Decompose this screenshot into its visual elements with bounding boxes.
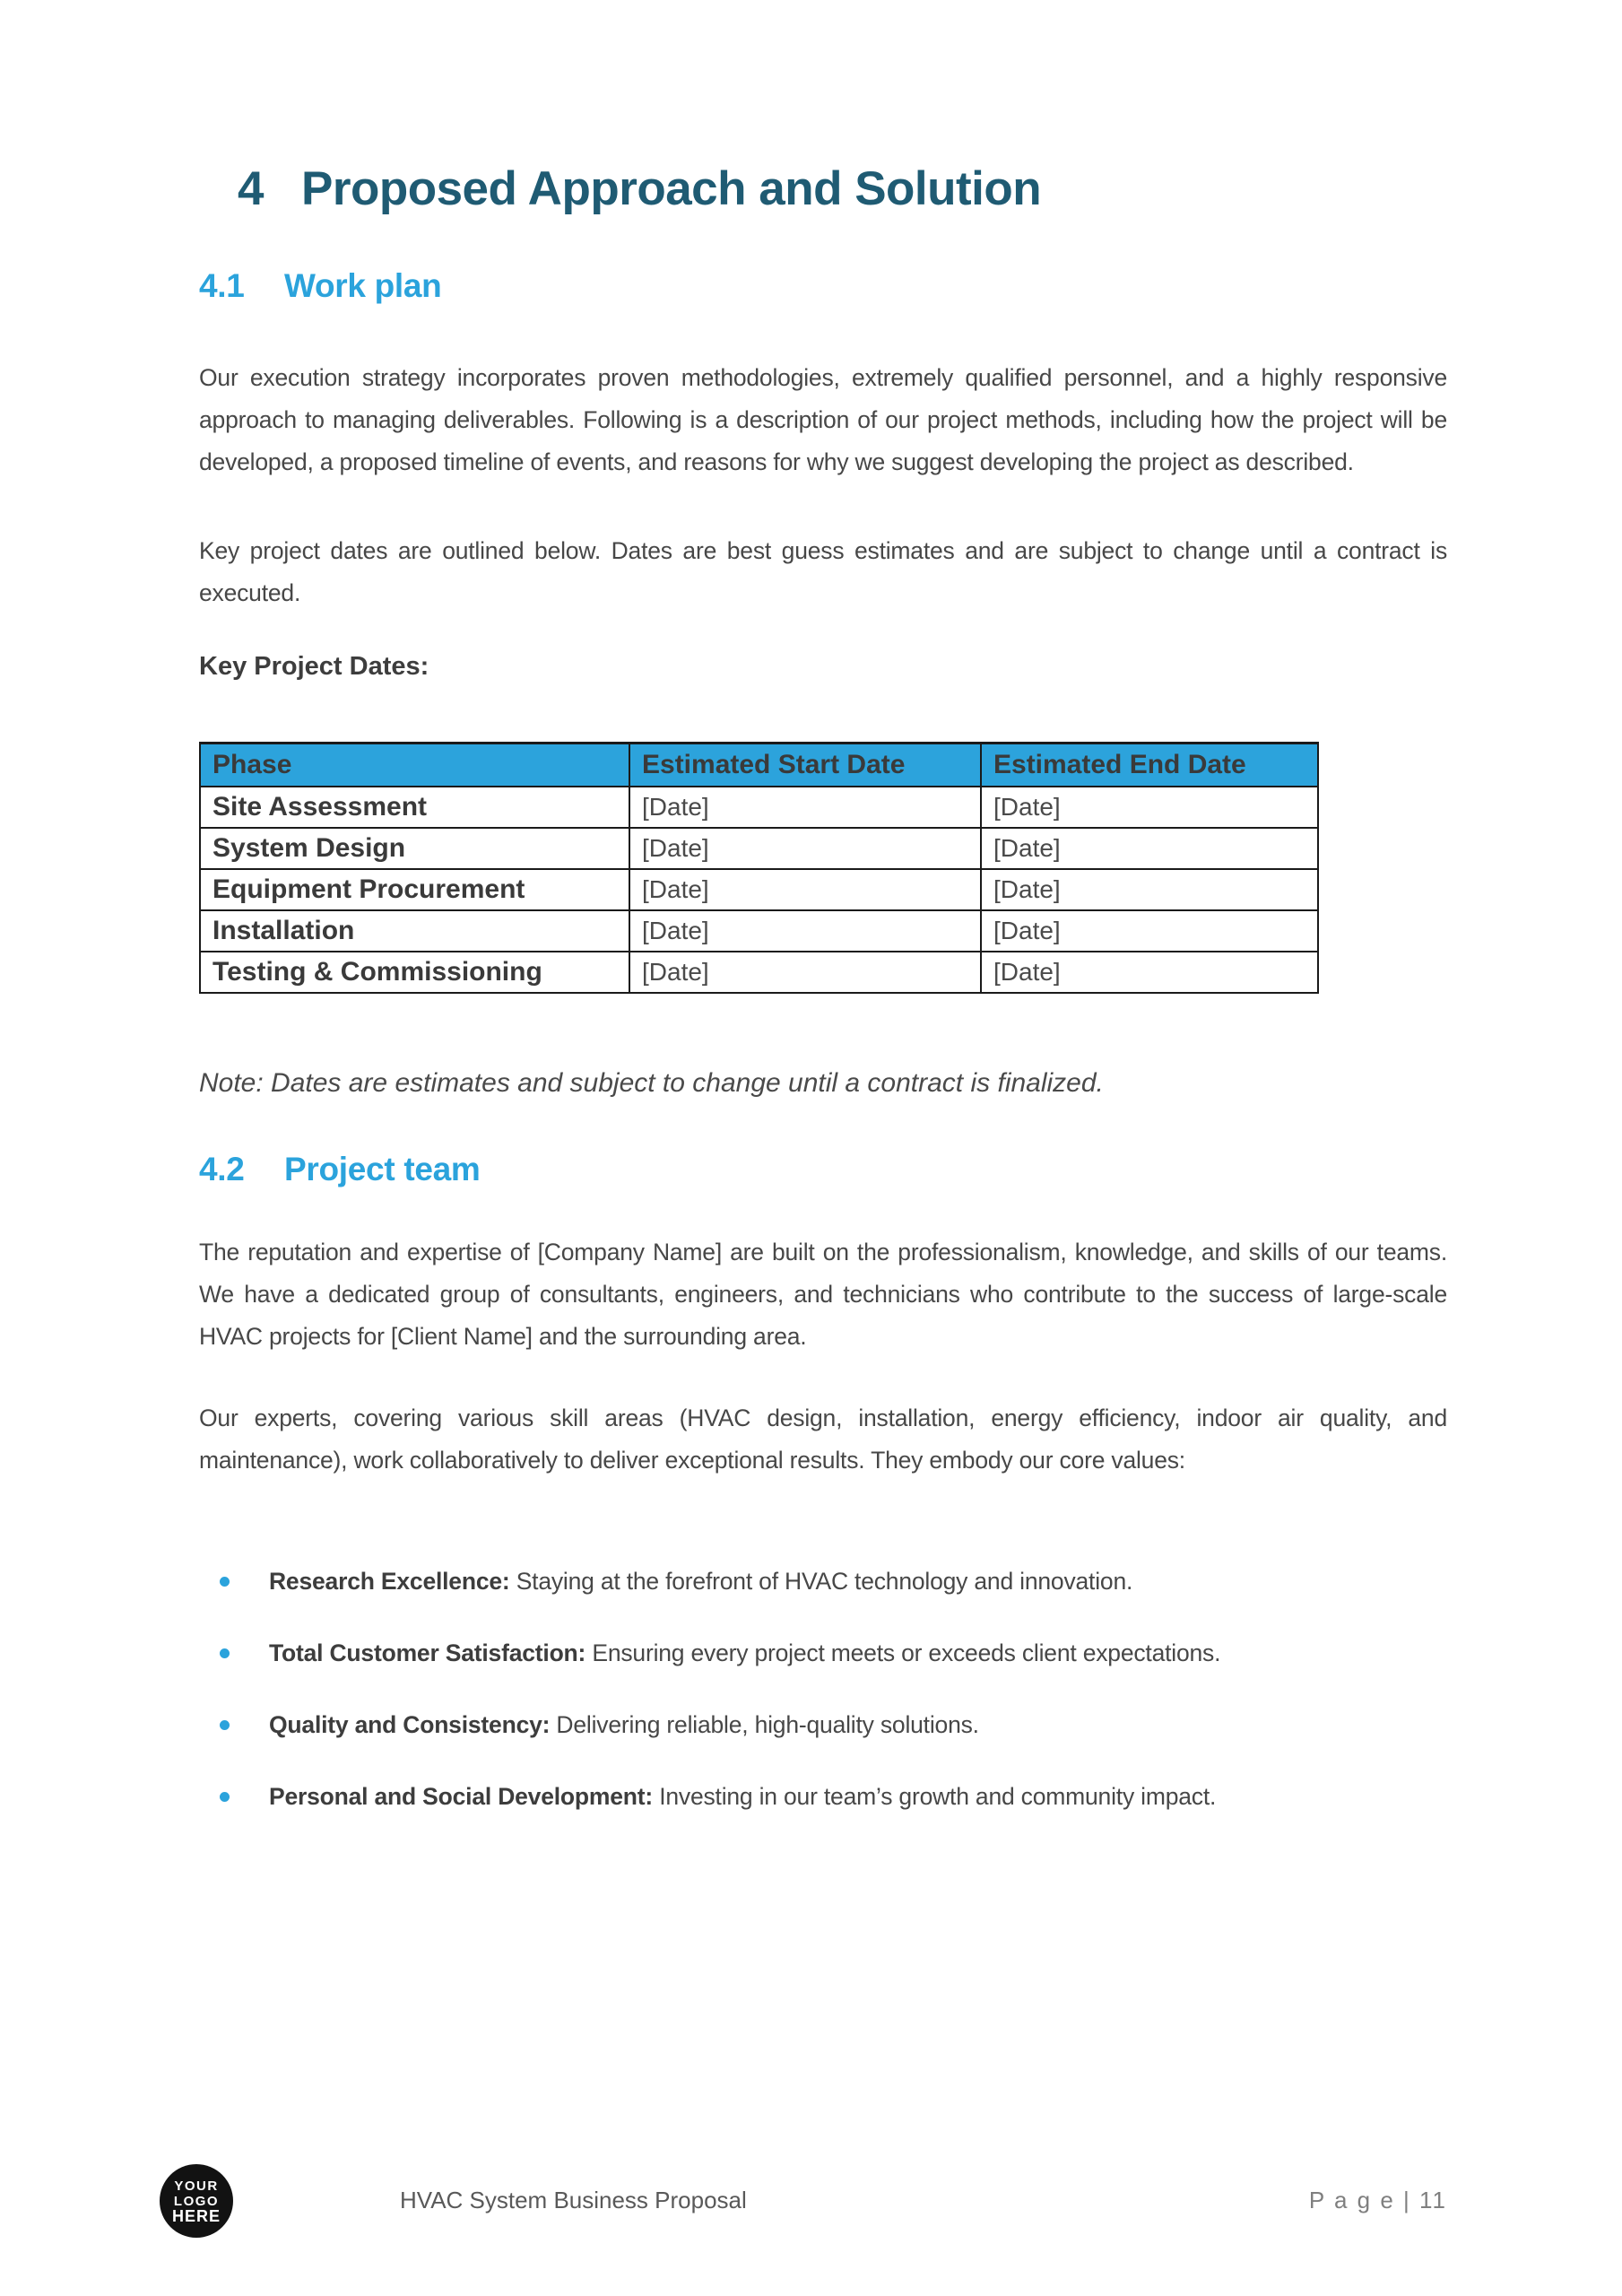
start-date-cell: [Date] bbox=[629, 828, 981, 869]
list-item bbox=[199, 1704, 1447, 1746]
project-dates-table bbox=[199, 742, 1319, 994]
end-date-cell: [Date] bbox=[981, 828, 1318, 869]
logo-line: YOUR bbox=[174, 2178, 219, 2194]
subsection-heading-work-plan bbox=[199, 264, 1447, 309]
key-project-dates-caption: Key Project Dates: bbox=[199, 652, 429, 681]
bullet-text: Delivering reliable, high-quality solutions. bbox=[550, 1711, 979, 1738]
bullet-dot-icon bbox=[220, 1648, 230, 1658]
bullet-text: Staying at the forefront of HVAC technology and innovation. bbox=[509, 1568, 1133, 1595]
list-item bbox=[199, 1632, 1447, 1674]
header-cell-start-date: Estimated Start Date bbox=[629, 744, 981, 787]
work-plan-paragraph-2: Key project dates are outlined below. Dates are best guess estimates and are subject to change until a contract is executed. bbox=[199, 537, 1447, 606]
subsection-number: 4.2 bbox=[199, 1151, 245, 1187]
phase-cell: Installation bbox=[200, 910, 629, 952]
subsection-title: Work plan bbox=[284, 267, 442, 304]
end-date-cell: [Date] bbox=[981, 952, 1318, 993]
bullet-dot-icon bbox=[220, 1720, 230, 1730]
section-heading bbox=[199, 160, 1447, 219]
end-date-cell: [Date] bbox=[981, 910, 1318, 952]
bullet-lead: Quality and Consistency: bbox=[269, 1711, 551, 1738]
bullet-dot-icon bbox=[220, 1792, 230, 1802]
subsection-number: 4.1 bbox=[199, 267, 245, 304]
subsection-heading-project-team bbox=[199, 1147, 1447, 1192]
header-cell-end-date: Estimated End Date bbox=[981, 744, 1318, 787]
header-cell-phase: Phase bbox=[200, 744, 629, 787]
work-plan-paragraph-1: Our execution strategy incorporates proven methodologies, extremely qualified personnel, and a highly responsive approach to managing deliverables. Following is a description of our project methods, including how the project will be developed, a proposed timeline of events, and reasons for why we suggest developing the project as described. bbox=[199, 364, 1447, 475]
table-row bbox=[200, 869, 1318, 910]
phase-cell: Equipment Procurement bbox=[200, 869, 629, 910]
logo-line: LOGO bbox=[173, 2193, 220, 2209]
start-date-cell: [Date] bbox=[629, 869, 981, 910]
table-row bbox=[200, 787, 1318, 828]
project-team-paragraph-1: The reputation and expertise of [Company Name] are built on the professionalism, knowledge, and skills of our teams. We have a dedicated group of consultants, engineers, and technicians who contribute to the success of large-scale HVAC projects for [Client Name] and the surrounding area. bbox=[199, 1239, 1447, 1350]
table-row bbox=[200, 828, 1318, 869]
start-date-cell: [Date] bbox=[629, 787, 981, 828]
bullet-text: Investing in our team’s growth and community impact. bbox=[653, 1783, 1217, 1810]
bullet-lead: Personal and Social Development: bbox=[269, 1783, 654, 1810]
phase-cell: Testing & Commissioning bbox=[200, 952, 629, 993]
list-item bbox=[199, 1776, 1447, 1818]
phase-cell: System Design bbox=[200, 828, 629, 869]
page-number: P a g e | 11 bbox=[1308, 2187, 1447, 2213]
bullet-text: Ensuring every project meets or exceeds client expectations. bbox=[585, 1639, 1221, 1666]
dates-note-text: Note: Dates are estimates and subject to change until a contract is finalized. bbox=[199, 1068, 1104, 1098]
start-date-cell: [Date] bbox=[629, 952, 981, 993]
subsection-title: Project team bbox=[284, 1151, 481, 1187]
table-row bbox=[200, 952, 1318, 993]
content-column bbox=[199, 0, 1447, 1848]
bullet-lead: Research Excellence: bbox=[269, 1568, 510, 1595]
core-values-list bbox=[199, 1561, 1447, 1818]
section-number: 4 bbox=[238, 162, 264, 215]
logo-line: HERE bbox=[171, 2206, 221, 2225]
table-row bbox=[200, 910, 1318, 952]
end-date-cell: [Date] bbox=[981, 869, 1318, 910]
list-item bbox=[199, 1561, 1447, 1603]
footer-title: HVAC System Business Proposal bbox=[400, 2187, 747, 2213]
phase-cell: Site Assessment bbox=[200, 787, 629, 828]
logo-badge bbox=[160, 2164, 233, 2238]
bullet-lead: Total Customer Satisfaction: bbox=[269, 1639, 586, 1666]
table-header-row bbox=[200, 744, 1318, 787]
start-date-cell: [Date] bbox=[629, 910, 981, 952]
end-date-cell: [Date] bbox=[981, 787, 1318, 828]
project-team-paragraph-2: Our experts, covering various skill areas (HVAC design, installation, energy efficiency, indoor air quality, and maintenance), work collaboratively to deliver exceptional results. They embody our core values: bbox=[199, 1405, 1447, 1474]
section-title: Proposed Approach and Solution bbox=[300, 162, 1042, 215]
bullet-dot-icon bbox=[220, 1577, 230, 1587]
